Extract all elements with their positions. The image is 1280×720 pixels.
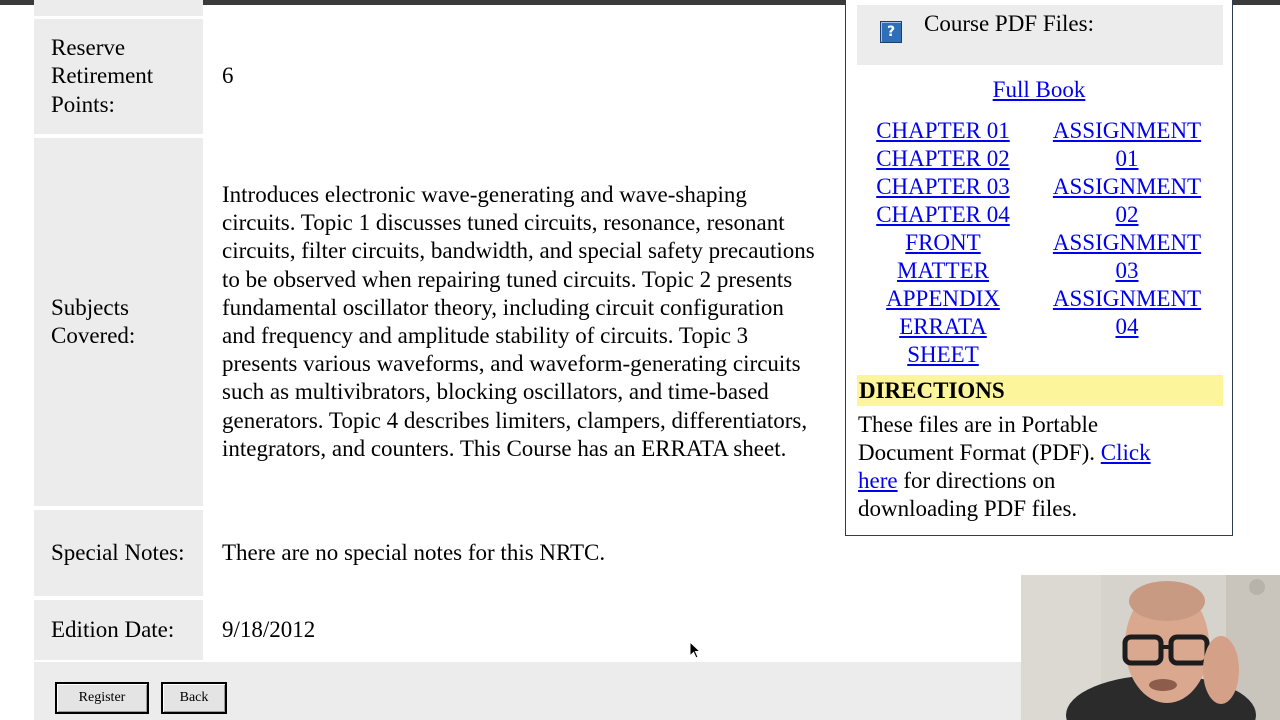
edition-date-row — [34, 600, 844, 660]
directions-intro: These files are in Portable Document Format (PDF). — [858, 412, 1099, 465]
reserve-retirement-points-value: 6 — [222, 63, 234, 89]
help-icon[interactable]: ? — [880, 21, 902, 43]
subjects-covered-value: Introduces electronic wave-generating and wave-shaping circuits. Topic 1 discusses tuned circuits, resonance, resonant circuits, filter circuits, bandwidth, and special safety precautions to be observed when repairing tuned circuits. Topic 2 presents fundamental oscillator theory, including circuit configuration and frequency and amplitude stability of circuits. Topic 3 presents various waveforms, and waveform-generating circuits such as multivibrators, blocking oscillators, and time-based generators. Topic 4 describes limiters, clampers, differentiators, integrators, and counters. This Course has an ERRATA sheet. — [222, 181, 815, 461]
chapter-03-link[interactable]: CHAPTER 03 — [876, 174, 1010, 199]
webcam-overlay — [1021, 575, 1280, 720]
click-here-link[interactable]: Click here — [858, 440, 1151, 493]
chapter-02-link[interactable]: CHAPTER 02 — [876, 146, 1010, 171]
label-cell — [34, 138, 203, 506]
assignment-01-link[interactable]: ASSIGNMENT 01 — [1052, 118, 1202, 171]
chapter-01-link[interactable]: CHAPTER 01 — [876, 118, 1010, 143]
assignment-04-link[interactable]: ASSIGNMENT 04 — [1052, 286, 1202, 339]
label-cell — [34, 0, 203, 16]
table-row — [34, 0, 844, 16]
button-bar — [34, 662, 1024, 720]
pdf-panel-title: Course PDF Files: — [924, 11, 1094, 36]
assignment-02-link[interactable]: ASSIGNMENT 02 — [1052, 174, 1202, 227]
webcam-person-image — [1021, 575, 1280, 720]
edition-date-value: 9/18/2012 — [222, 616, 316, 642]
label-cell — [34, 510, 203, 596]
assignment-03-link[interactable]: ASSIGNMENT 03 — [1052, 230, 1202, 283]
mouse-cursor-icon — [689, 641, 703, 661]
course-pdf-files-panel — [845, 0, 1233, 536]
pdf-panel-header — [857, 5, 1223, 65]
full-book-link[interactable]: Full Book — [992, 77, 1086, 102]
front-matter-link[interactable]: FRONT MATTER — [897, 230, 989, 283]
directions-tail: for directions on downloading PDF files. — [858, 468, 1078, 521]
label-cell — [34, 19, 203, 134]
subjects-covered-label: Subjects Covered: — [51, 294, 136, 348]
chapter-links-column — [868, 117, 1018, 369]
register-button[interactable]: Register — [55, 682, 149, 714]
back-button[interactable]: Back — [161, 682, 227, 714]
appendix-link[interactable]: APPENDIX — [886, 286, 1000, 311]
special-notes-row — [34, 510, 844, 596]
assignment-links-column — [1045, 117, 1209, 341]
errata-sheet-link[interactable]: ERRATA SHEET — [899, 314, 987, 367]
special-notes-value: There are no special notes for this NRTC. — [222, 539, 606, 565]
edition-date-label: Edition Date: — [51, 616, 175, 642]
directions-text — [858, 411, 1158, 523]
subjects-covered-row — [34, 138, 844, 506]
full-book-container — [846, 76, 1232, 104]
label-cell — [34, 600, 203, 660]
special-notes-label: Special Notes: — [51, 539, 185, 565]
reserve-retirement-points-row — [34, 19, 844, 134]
directions-heading: DIRECTIONS — [857, 375, 1223, 406]
chapter-04-link[interactable]: CHAPTER 04 — [876, 202, 1010, 227]
reserve-retirement-points-label: Reserve Retirement Points: — [51, 34, 154, 117]
